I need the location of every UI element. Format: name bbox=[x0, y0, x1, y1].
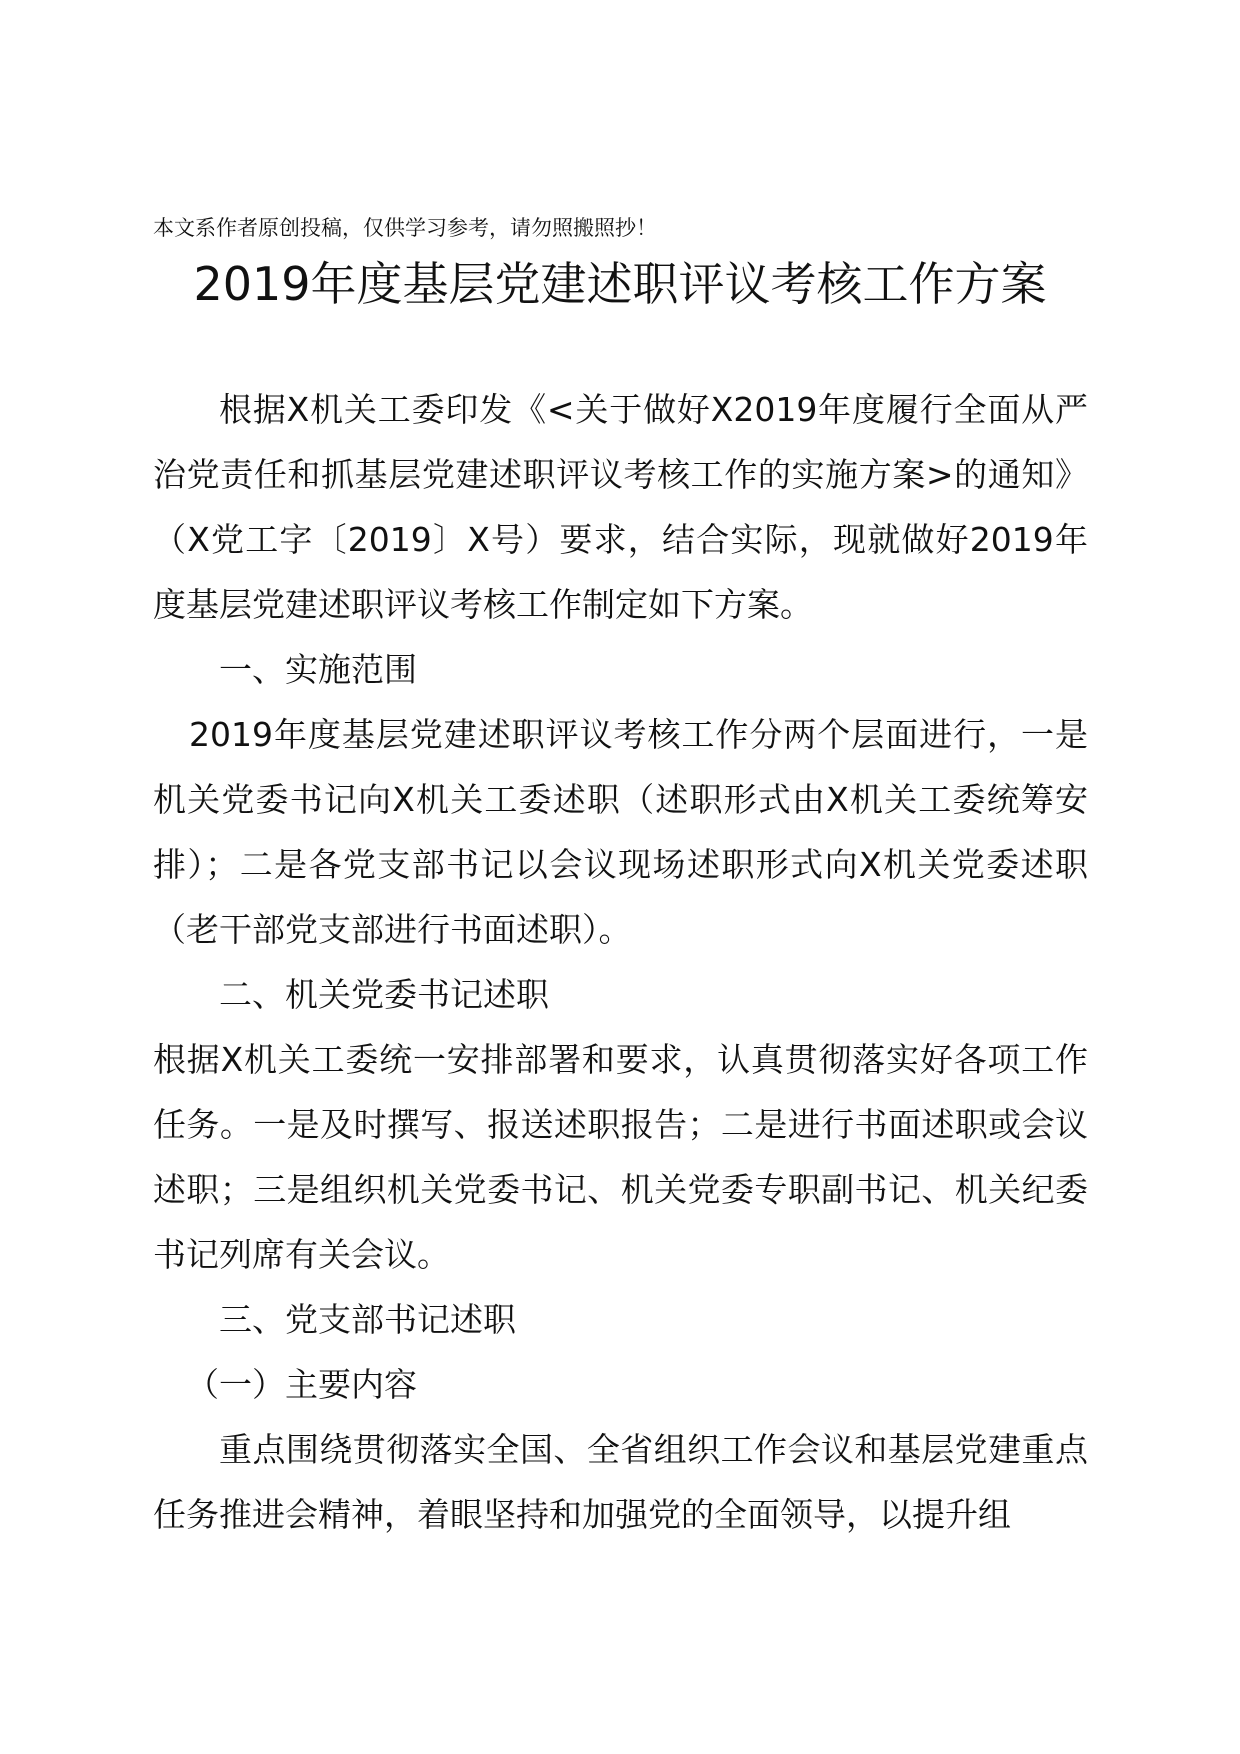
document-title: 2019年度基层党建述职评议考核工作方案 bbox=[193, 257, 1047, 311]
document-body bbox=[153, 377, 1088, 1547]
section-heading-party-committee: 二、机关党委书记述职 bbox=[219, 975, 549, 1014]
scope-paragraph: 2019年度基层党建述职评议考核工作分两个层面进行，一是机关党委书记向X机关工委述职（述职形式由X机关工委统筹安排）；二是各党支部书记以会议现场述职形式向X机关党委述职（老干部党支部进行书面述职）。 bbox=[153, 715, 1088, 949]
copyright-notice: 本文系作者原创投稿，仅供学习参考，请勿照搬照抄！ bbox=[153, 216, 657, 240]
party-committee-paragraph: 根据X机关工委统一安排部署和要求，认真贯彻落实好各项工作任务。一是及时撰写、报送述职报告；二是进行书面述职或会议述职；三是组织机关党委书记、机关党委专职副书记、机关纪委书记列席有关会议。 bbox=[153, 1040, 1088, 1274]
section-heading-branch-secretary: 三、党支部书记述职 bbox=[219, 1300, 516, 1339]
section-heading-scope: 一、实施范围 bbox=[219, 650, 417, 689]
subsection-heading-main-content: （一）主要内容 bbox=[186, 1365, 417, 1404]
intro-paragraph: 根据X机关工委印发《<关于做好X2019年度履行全面从严治党责任和抓基层党建述职评议考核工作的实施方案>的通知》（X党工字〔2019〕X号）要求，结合实际，现就做好2019年度基层党建述职评议考核工作制定如下方案。 bbox=[153, 390, 1088, 624]
main-content-paragraph: 重点围绕贯彻落实全国、全省组织工作会议和基层党建重点任务推进会精神，着眼坚持和加强党的全面领导，以提升组 bbox=[153, 1430, 1088, 1534]
